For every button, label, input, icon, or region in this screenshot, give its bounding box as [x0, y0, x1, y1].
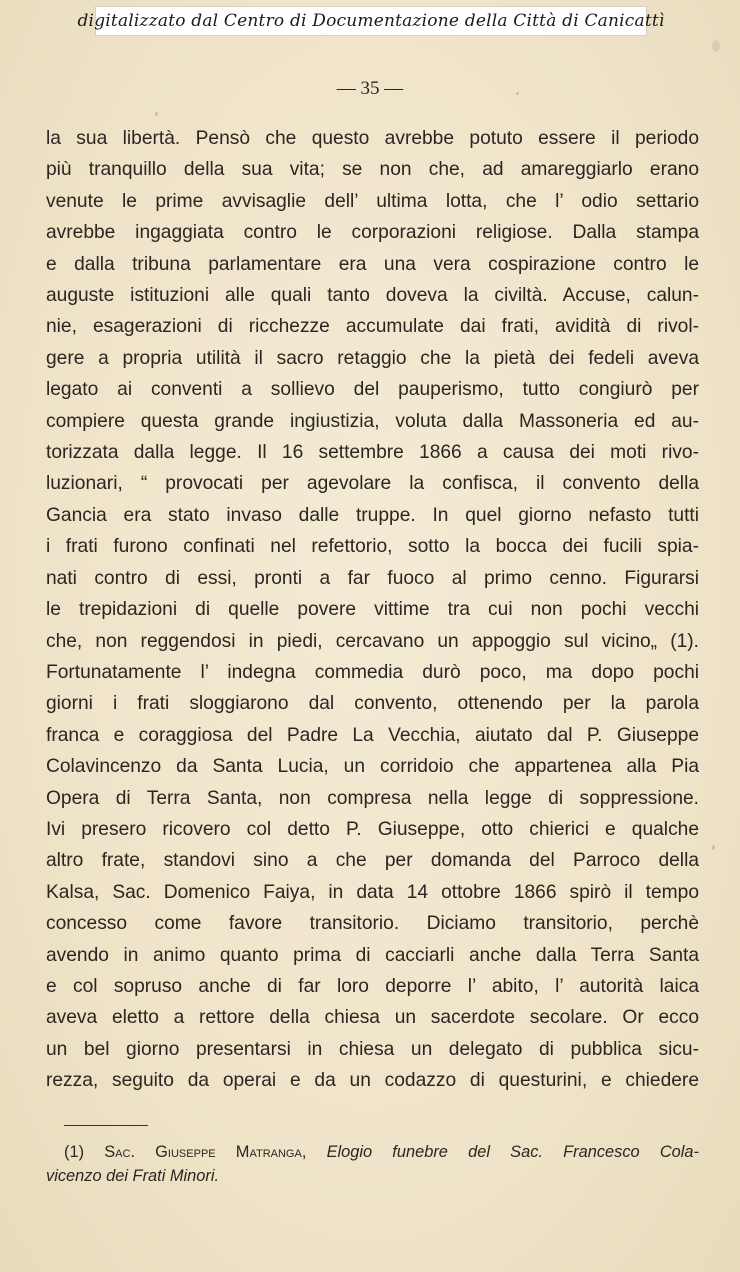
paper-speck [516, 92, 519, 95]
text-line: e col sopruso anche di far loro deporre l’ abito, l’ autorità laica [46, 975, 699, 997]
text-line: le trepidazioni di quelle povere vittime tra cui non pochi vecchi [46, 599, 699, 621]
body-text [46, 123, 699, 1097]
text-line: Opera di Terra Santa, non compresa nella legge di soppressione. [46, 787, 699, 809]
text-line: rezza, seguito da operai e da un codazzo di questurini, e chiedere [46, 1070, 699, 1092]
text-line: Colavincenzo da Santa Lucia, un corridoio che appartenea alla Pia [46, 756, 699, 778]
text-line: più tranquillo della sua vita; se non che, ad amareggiarlo erano [46, 159, 699, 181]
text-line: Gancia era stato invaso dalle truppe. In quel giorno nefasto tutti [46, 504, 699, 526]
text-line: e dalla tribuna parlamentare era una vera cospirazione contro le [46, 253, 699, 275]
text-line: franca e coraggiosa del Padre La Vecchia, aiutato dal P. Giuseppe [46, 724, 699, 746]
text-line: gere a propria utilità il sacro retaggio che la pietà dei fedeli aveva [46, 347, 699, 369]
text-line: Kalsa, Sac. Domenico Faiya, in data 14 ottobre 1866 spirò il tempo [46, 881, 699, 903]
footnote-line-2: vicenzo dei Frati Minori. [46, 1167, 220, 1185]
footnote-title: Elogio funebre del Sac. Francesco Cola- [326, 1143, 699, 1161]
text-line: i frati furono confinati nel refettorio, sotto la bocca dei fucili spia- [46, 536, 699, 558]
text-line: che, non reggendosi in piedi, cercavano un appoggio sul vicino„ (1). [46, 630, 699, 652]
watermark-text: digitalizzato dal Centro di Documentazione della Città di Canicattì [77, 11, 665, 31]
text-line: aveva eletto a rettore della chiesa un sacerdote secolare. Or ecco [46, 1007, 699, 1029]
text-line: Fortunatamente l’ indegna commedia durò poco, ma dopo pochi [46, 661, 699, 683]
text-line: un bel giorno presentarsi in chiesa un delegato di pubblica sicu- [46, 1038, 699, 1060]
paper-speck [155, 112, 158, 116]
text-line: la sua libertà. Pensò che questo avrebbe potuto essere il periodo [46, 128, 699, 149]
text-line: avrebbe ingaggiata contro le corporazioni religiose. Dalla stampa [46, 222, 699, 244]
paper-speck [712, 40, 720, 52]
text-line: avendo in animo quanto prima di cacciarli anche dalla Terra Santa [46, 944, 699, 966]
page-number: — 35 — [336, 78, 404, 99]
text-line: altro frate, standovi sino a che per domanda del Parroco della [46, 850, 699, 872]
footnote-author: Sac. Giuseppe Matranga, [104, 1143, 307, 1161]
text-line: auguste istituzioni alle quali tanto doveva la civiltà. Accuse, calun- [46, 285, 699, 307]
footnote-line-1 [46, 1140, 699, 1164]
footnote-separator [64, 1125, 148, 1126]
text-line: luzionari, “ provocati per agevolare la confisca, il convento della [46, 473, 699, 495]
text-line: Ivi presero ricovero col detto P. Giuseppe, otto chierici e qualche [46, 818, 699, 840]
text-line: giorni i frati sloggiarono dal convento, ottenendo per la parola [46, 693, 699, 715]
footnote [46, 1140, 699, 1188]
text-line: nie, esagerazioni di ricchezze accumulate dai frati, avidità di rivol- [46, 316, 699, 338]
text-line: torizzata dalla legge. Il 16 settembre 1866 a causa dei moti rivo- [46, 442, 699, 464]
text-line: nati contro di essi, pronti a far fuoco al primo cenno. Figurarsi [46, 567, 699, 589]
text-line: venute le prime avvisaglie dell’ ultima lotta, che l’ odio settario [46, 190, 699, 212]
text-line: compiere questa grande ingiustizia, voluta dalla Massoneria ed au- [46, 410, 699, 432]
text-line: concesso come favore transitorio. Diciamo transitorio, perchè [46, 913, 699, 935]
digitization-watermark [77, 6, 665, 36]
paper-speck [712, 845, 715, 850]
footnote-marker: (1) [64, 1143, 85, 1161]
text-line: legato ai conventi a sollievo del pauperismo, tutto congiurò per [46, 379, 699, 401]
